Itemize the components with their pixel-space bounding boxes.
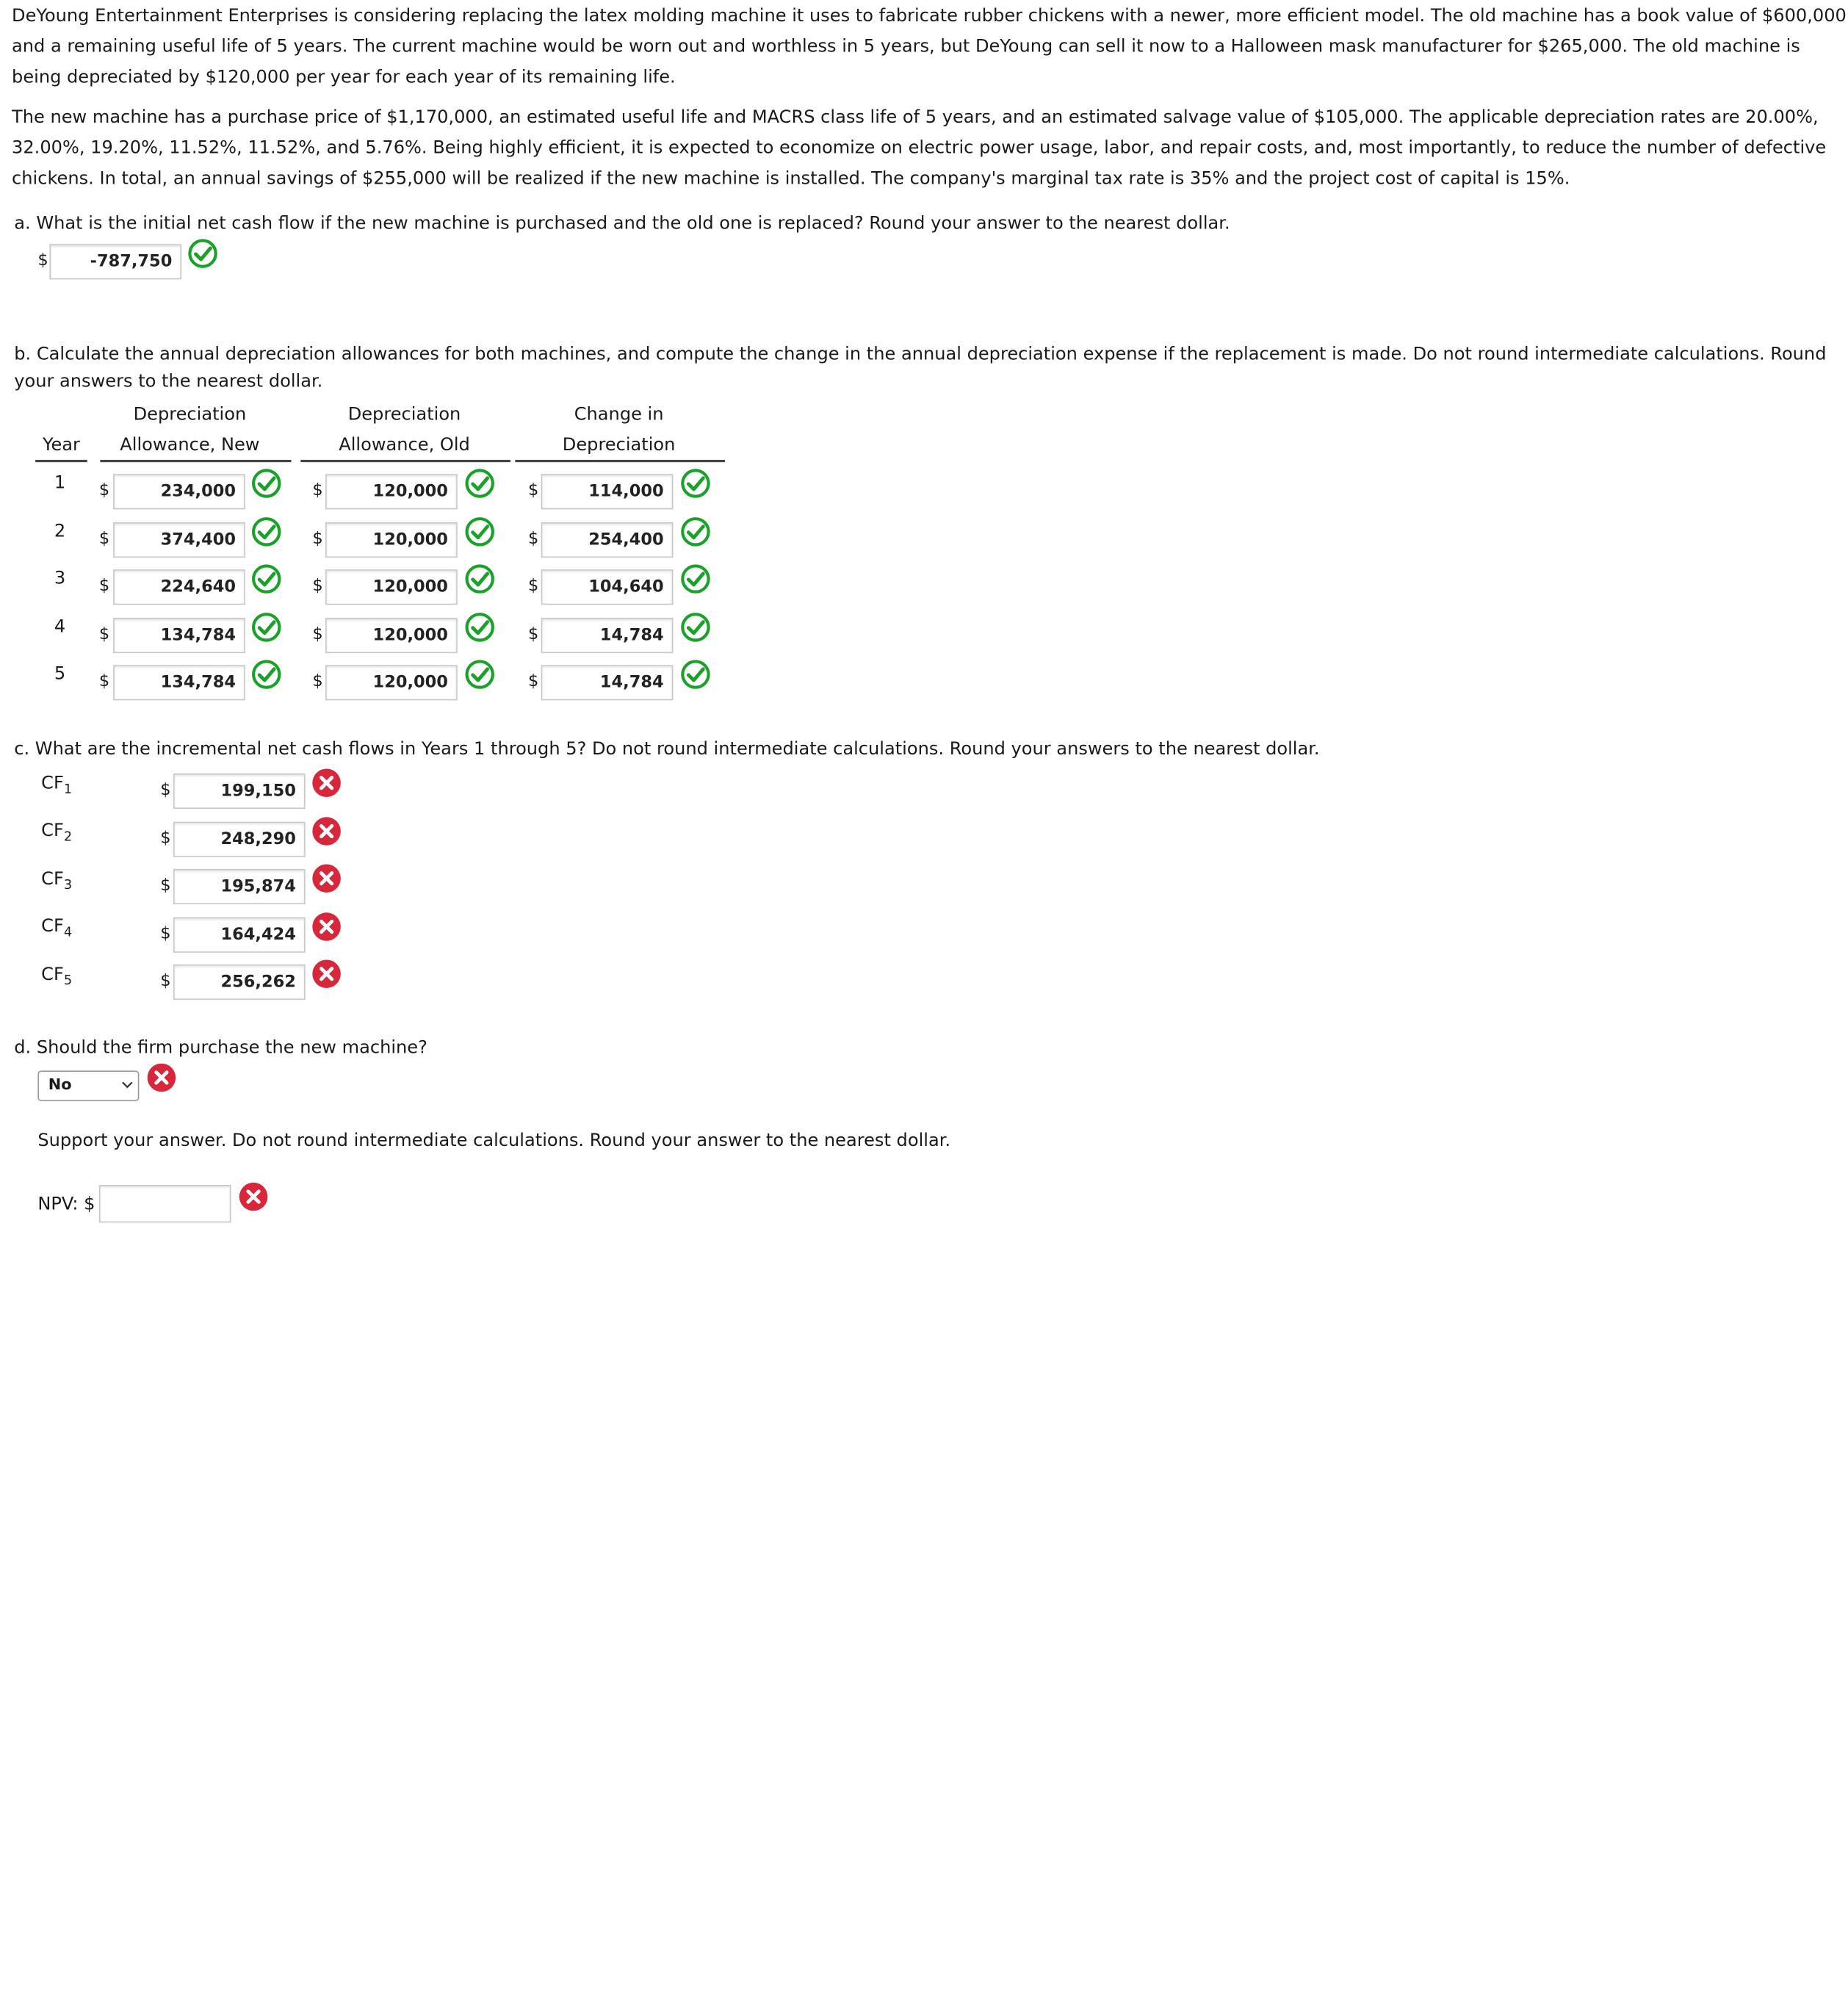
check-circle-icon	[680, 659, 711, 690]
check-circle-icon	[680, 468, 711, 499]
chevron-down-icon	[121, 1080, 133, 1089]
dep-new-input-5[interactable]: 134,784	[113, 665, 245, 700]
x-circle-icon	[146, 1062, 177, 1093]
currency-sign: $	[160, 780, 171, 800]
question-a: a. What is the initial net cash flow if the new machine is purchased and the old one is replaced? Round your answer to the nearest dollar.	[14, 212, 1230, 234]
dep-new-input-3[interactable]: 224,640	[113, 569, 245, 605]
x-circle-icon	[311, 768, 342, 798]
cf-input-2[interactable]: 248,290	[173, 822, 306, 857]
cf-input-3[interactable]: 195,874	[173, 869, 306, 904]
support-instruction: Support your answer. Do not round intermediate calculations. Round your answer to the nearest dollar.	[37, 1129, 951, 1151]
dep-old-input-4[interactable]: 120,000	[325, 618, 458, 653]
npv-label: NPV: $	[37, 1193, 95, 1215]
check-circle-icon	[187, 238, 218, 269]
dep-change-input-1[interactable]: 114,000	[541, 474, 674, 509]
year-label: 2	[54, 519, 66, 541]
col-header-change-line2: Depreciation	[562, 433, 676, 455]
year-label: 4	[54, 615, 66, 637]
year-label: 3	[54, 567, 66, 588]
question-b: b. Calculate the annual depreciation allowances for both machines, and compute the change in the annual depreciation expense if the replacement is made. Do not round intermediate calculations. Round your answers to the nearest dollar.	[14, 343, 1827, 392]
currency-sign: $	[528, 624, 539, 644]
cf-label-5: $CF_5$	[41, 963, 73, 988]
question-c: c. What are the incremental net cash flows in Years 1 through 5? Do not round intermediate calculations. Round your answers to the nearest dollar.	[14, 738, 1320, 760]
check-circle-icon	[464, 516, 495, 547]
col-header-old-line2: Allowance, Old	[339, 433, 470, 455]
dep-new-input-4[interactable]: 134,784	[113, 618, 245, 653]
currency-sign: $	[312, 624, 323, 644]
currency-sign: $	[528, 529, 539, 549]
currency-sign: $	[528, 576, 539, 596]
check-circle-icon	[680, 612, 711, 643]
cf-input-5[interactable]: 256,262	[173, 965, 306, 1000]
currency-sign: $	[312, 480, 323, 500]
dep-old-input-1[interactable]: 120,000	[325, 474, 458, 509]
npv-input[interactable]	[99, 1185, 231, 1222]
dep-new-input-2[interactable]: 374,400	[113, 522, 245, 558]
dep-change-input-5[interactable]: 14,784	[541, 665, 674, 700]
check-circle-icon	[251, 516, 282, 547]
currency-sign: $	[312, 529, 323, 549]
dep-change-input-4[interactable]: 14,784	[541, 618, 674, 653]
dep-change-input-3[interactable]: 104,640	[541, 569, 674, 605]
check-circle-icon	[680, 563, 711, 594]
year-label: 1	[54, 472, 66, 493]
col-header-new-line1: Depreciation	[133, 403, 247, 425]
check-circle-icon	[251, 468, 282, 499]
purchase-decision-select[interactable]	[37, 1070, 139, 1101]
cf-label-1: $CF_1$	[41, 772, 73, 797]
currency-sign: $	[160, 924, 171, 943]
currency-sign: $	[160, 829, 171, 848]
currency-sign: $	[98, 480, 110, 500]
select-value: No	[48, 1076, 72, 1095]
currency-sign: $	[98, 671, 110, 691]
col-header-year: Year	[42, 433, 80, 455]
check-circle-icon	[680, 516, 711, 547]
dep-new-input-1[interactable]: 234,000	[113, 474, 245, 509]
check-circle-icon	[464, 659, 495, 690]
dep-old-input-3[interactable]: 120,000	[325, 569, 458, 605]
dep-old-input-5[interactable]: 120,000	[325, 665, 458, 700]
currency-sign: $	[312, 576, 323, 596]
check-circle-icon	[464, 468, 495, 499]
check-circle-icon	[251, 659, 282, 690]
header-rule	[100, 460, 291, 462]
problem-paragraph-2: The new machine has a purchase price of $1,170,000, an estimated useful life and MACRS class life of 5 years, and an estimated salvage value of $105,000. The applicable depreciation rates are 20.00%, 32.00%, 19.20%, 11.52%, 11.52%, and 5.76%. Being highly efficient, it is expected to economize on electric power usage, labor, and repair costs, and, most importantly, to reduce the number of defective chickens. In total, an annual savings of $255,000 will be realized if the new machine is installed. The company's marginal tax rate is 35% and the project cost of capital is 15%.	[12, 106, 1827, 189]
check-circle-icon	[251, 563, 282, 594]
cf-label-4: $CF_4$	[41, 915, 73, 940]
x-circle-icon	[311, 863, 342, 894]
x-circle-icon	[311, 959, 342, 989]
check-circle-icon	[464, 563, 495, 594]
cf-label-3: $CF_3$	[41, 868, 73, 893]
col-header-new-line2: Allowance, New	[120, 433, 260, 455]
currency-sign: $	[160, 971, 171, 991]
col-header-change-line1: Change in	[574, 403, 664, 425]
header-rule	[35, 460, 87, 462]
currency-sign: $	[160, 876, 171, 895]
year-label: 5	[54, 663, 66, 684]
question-d: d. Should the firm purchase the new machine?	[14, 1036, 427, 1058]
check-circle-icon	[251, 612, 282, 643]
header-rule	[515, 460, 725, 462]
currency-sign: $	[528, 671, 539, 691]
cf-label-2: $CF_2$	[41, 819, 73, 845]
cf-input-4[interactable]: 164,424	[173, 918, 306, 953]
x-circle-icon	[311, 816, 342, 847]
x-circle-icon	[238, 1181, 269, 1212]
header-rule	[300, 460, 510, 462]
x-circle-icon	[311, 912, 342, 942]
problem-paragraph-1: DeYoung Entertainment Enterprises is considering replacing the latex molding machine it uses to fabricate rubber chickens with a newer, more efficient model. The old machine has a book value of $600,000 and a remaining useful life of 5 years. The current machine would be worn out and worthless in 5 years, but DeYoung can sell it now to a Halloween mask manufacturer for $265,000. The old machine is being depreciated by $120,000 per year for each year of its remaining life.	[12, 4, 1847, 87]
check-circle-icon	[464, 612, 495, 643]
initial-cash-flow-input[interactable]: -787,750	[49, 244, 181, 279]
currency-sign: $	[98, 576, 110, 596]
dep-change-input-2[interactable]: 254,400	[541, 522, 674, 558]
currency-sign: $	[37, 250, 48, 270]
dep-old-input-2[interactable]: 120,000	[325, 522, 458, 558]
currency-sign: $	[312, 671, 323, 691]
cf-input-1[interactable]: 199,150	[173, 774, 306, 809]
col-header-old-line1: Depreciation	[347, 403, 461, 425]
currency-sign: $	[98, 624, 110, 644]
currency-sign: $	[98, 529, 110, 549]
currency-sign: $	[528, 480, 539, 500]
